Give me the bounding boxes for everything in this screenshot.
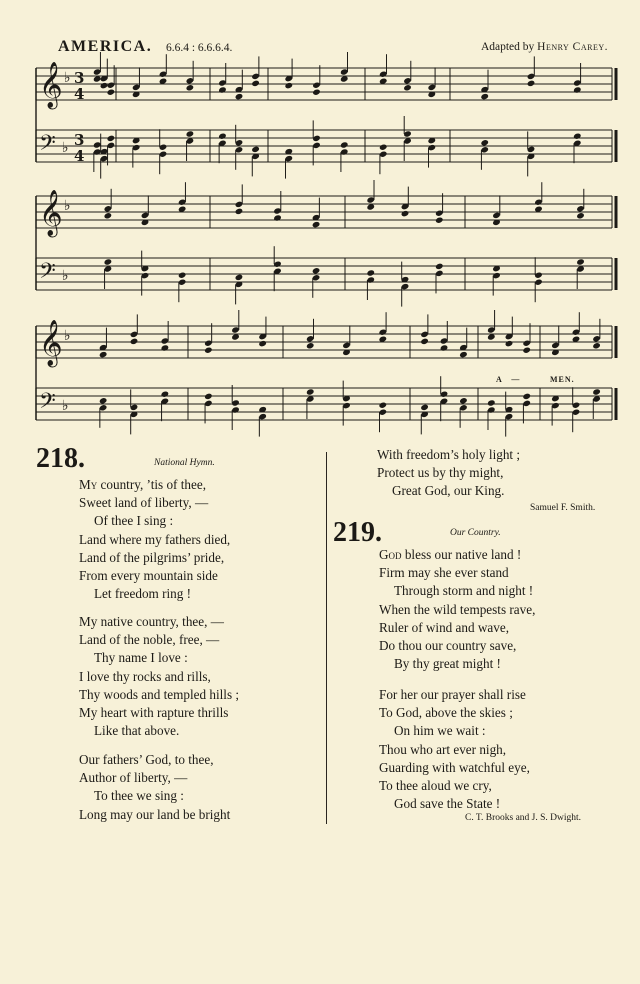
note-head (573, 133, 582, 140)
hymn-219-verse-1 (379, 546, 535, 673)
note-head (161, 391, 170, 398)
note-head (235, 208, 244, 215)
note-head (285, 82, 294, 89)
note-head (251, 80, 260, 87)
hymn-218-verse-1 (79, 476, 230, 603)
note-head (204, 393, 213, 400)
amen-men: MEN. (550, 375, 575, 384)
bass-clef: 𝄢 (39, 259, 56, 289)
hymn-218-author: Samuel F. Smith. (530, 503, 596, 513)
note-head (178, 272, 187, 279)
note-head (401, 210, 410, 217)
note-head (459, 351, 468, 358)
note-head (505, 340, 514, 347)
time-signature-top: 3 (74, 131, 85, 149)
hymn-218-number: 218. (36, 443, 85, 474)
note-head (218, 86, 227, 93)
note-head (107, 89, 116, 96)
verse-line: With freedom’s holy light ; (377, 447, 521, 462)
note-head (186, 130, 195, 137)
note-head (403, 84, 412, 91)
verse-line: Of thee I sing : (94, 513, 174, 529)
note-head (186, 84, 195, 91)
amen-label (496, 375, 526, 384)
amen-dash: — (511, 375, 521, 384)
flat-sign: ♭ (64, 328, 71, 344)
note-head (435, 217, 444, 224)
treble-clef: 𝄞 (39, 190, 63, 236)
note-head (527, 80, 536, 87)
flat-sign: ♭ (62, 268, 69, 284)
note-head (420, 338, 429, 345)
adapted-name: Henry Carey. (537, 41, 608, 53)
hymn-218-verse-3a (79, 751, 230, 824)
verse-line: Through storm and night ! (394, 583, 534, 599)
verse-line: Thy woods and templed hills ; (79, 686, 240, 702)
verse-line: By thy great might ! (394, 656, 501, 672)
hymn-218-title: National Hymn. (154, 458, 215, 468)
note-head (218, 133, 227, 140)
verse-line: Great God, our King. (392, 483, 505, 499)
note-head (312, 221, 321, 228)
note-head (440, 344, 449, 351)
verse-line: Author of liberty, — (79, 770, 188, 786)
note-head (312, 267, 321, 274)
note-head (573, 86, 582, 93)
verse-line: Our fathers’ God, to thee, (79, 752, 214, 767)
note-head (522, 393, 531, 400)
note-head (487, 399, 496, 406)
verse-line: Firm may she ever stand (379, 565, 509, 581)
hymn-219-author: C. T. Brooks and J. S. Dwight. (465, 813, 582, 823)
verse-line: Land of the noble, free, — (79, 632, 220, 648)
hymn-219-title: Our Country. (450, 528, 501, 538)
note-head (306, 342, 315, 349)
note-head (235, 274, 244, 281)
tune-meter: 6.6.4 : 6.6.6.4. (165, 42, 233, 54)
note-head (104, 212, 113, 219)
verse-line: My heart with rapture thrills (79, 705, 229, 721)
flat-sign: ♭ (64, 198, 71, 214)
hymn-219-verse-2 (379, 686, 530, 813)
amen-a: A (496, 375, 503, 384)
verse-line: To God, above the skies ; (379, 705, 513, 721)
verse-line: God save the State ! (394, 796, 501, 812)
column-divider (326, 452, 327, 824)
verse-line: On him we wait : (394, 723, 486, 739)
hymn-218-verse-3b (377, 446, 520, 501)
hymn-219-number: 219. (333, 517, 382, 548)
note-head (340, 141, 349, 148)
verse-line: Sweet land of liberty, — (79, 495, 209, 511)
time-signature-bottom: 4 (74, 85, 85, 103)
note-head (273, 214, 282, 221)
note-head (104, 258, 113, 265)
hymn-218-verse-2 (79, 613, 239, 740)
note-head (107, 135, 116, 142)
note-head (592, 388, 601, 395)
verse-line: My native country, thee, — (79, 614, 224, 629)
note-head (93, 141, 102, 148)
music-score (0, 0, 640, 440)
verse-line: For her our prayer shall rise (379, 687, 526, 702)
verse-line: Thou who art ever nigh, (379, 741, 507, 757)
note-head (99, 351, 108, 358)
note-head (258, 340, 267, 347)
flat-sign: ♭ (62, 140, 69, 156)
note-head (522, 347, 531, 354)
verse-line: Do thou our country save, (379, 638, 517, 654)
tune-name: AMERICA. (58, 38, 153, 55)
note-head (576, 212, 585, 219)
treble-clef: 𝄞 (39, 320, 63, 366)
verse-line: From every mountain side (79, 568, 218, 584)
note-head (435, 263, 444, 270)
note-head (235, 93, 244, 100)
note-head (480, 139, 489, 146)
verse-line: To thee aloud we cry, (379, 778, 492, 794)
note-head (161, 344, 170, 351)
time-signature-bottom: 4 (74, 147, 85, 165)
adapted-prefix: Adapted by (480, 41, 535, 53)
time-signature-top: 3 (74, 69, 85, 87)
note-head (306, 388, 315, 395)
note-head (99, 397, 108, 404)
verse-line: Land where my fathers died, (79, 531, 231, 547)
verse-line: Let freedom ring ! (94, 586, 192, 602)
verse-line: Like that above. (94, 723, 180, 739)
note-head (379, 144, 388, 151)
flat-sign: ♭ (64, 70, 71, 86)
treble-clef: 𝄞 (39, 62, 63, 108)
note-head (459, 397, 468, 404)
flat-sign: ♭ (62, 398, 69, 414)
verse-line: Guarding with watchful eye, (379, 759, 530, 775)
bass-clef: 𝄢 (39, 389, 56, 419)
note-head (312, 89, 321, 96)
note-head (379, 402, 388, 409)
note-head (366, 269, 375, 276)
note-head (251, 146, 260, 153)
verse-line: Thy name I love : (94, 650, 188, 666)
verse-line: To thee we sing : (94, 788, 184, 804)
note-head (576, 258, 585, 265)
verse-line: God bless our native land ! (379, 547, 522, 562)
verse-line: When the wild tempests rave, (379, 601, 536, 617)
verse-line: Long may our land be bright (79, 806, 231, 822)
verse-line: My country, ’tis of thee, (79, 477, 207, 492)
note-head (130, 338, 139, 345)
bass-clef: 𝄢 (39, 131, 56, 161)
verse-line: Protect us by thy might, (377, 465, 504, 481)
note-head (420, 404, 429, 411)
note-head (204, 347, 213, 354)
verse-line: Land of the pilgrims’ pride, (79, 549, 225, 565)
verse-line: Ruler of wind and wave, (379, 619, 510, 635)
verse-line: I love thy rocks and rills, (79, 668, 211, 684)
note-head (100, 82, 109, 89)
note-head (592, 342, 601, 349)
note-head (480, 93, 489, 100)
